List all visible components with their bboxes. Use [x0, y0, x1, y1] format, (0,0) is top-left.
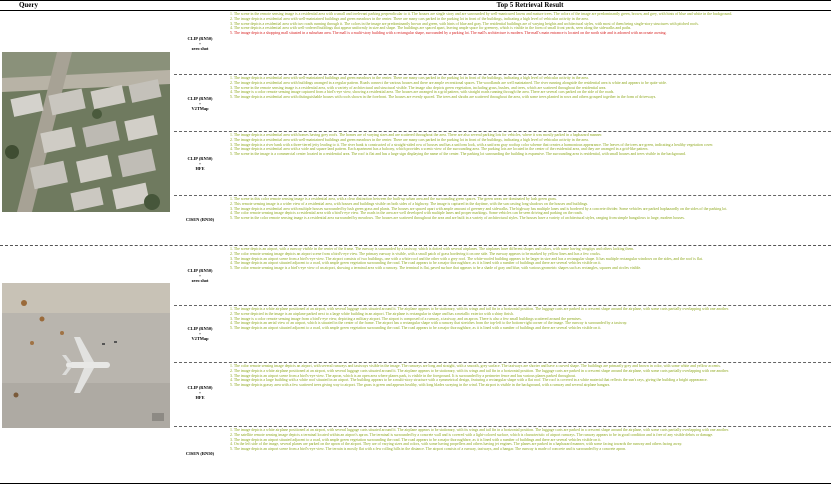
caption-item: 1. The image depicts a residential area with homes having grey roofs. The homes are of varying sizes and are scattered throughout the area. There are also several parking lots for vehicles, where it was mostly parked in a haphazard manner. [230, 133, 603, 137]
method-label [174, 451, 226, 456]
caption-item: 4. The image depicts an aerial view of an airport, which is situated in the center of the frame. The airport has a rectangular shape with a runway that stretches from the top-left to the bottom-right corner of the image. The runway is surrounded by a taxiway. [230, 321, 628, 326]
caption-item: 2. The image depicts a residential area with well-maintained buildings and green meadows in the center. There are many cars parked in the parking lot in front of the buildings, indicating a high level of vehicular activity in the area. [230, 137, 589, 142]
caption-item: 4. The image depicts a residential area with a wide and square land pattern. Each apartment has a balcony, which provides a scenic view of the surrounding area. The parking lots are located in the center of the residential area, and they are arranged in a grid-like pattern. [230, 147, 649, 152]
group-divider [174, 305, 831, 306]
caption-item: 2. The image depicts a residential area with buildings arranged in a regular pattern. Roads connect the various houses and there are ample recreational spaces. The woodlands are well maintained. The river running alongside the residential area is white and appears to be quite wide. [230, 80, 667, 85]
method-plus: + [198, 101, 202, 107]
caption-item: 3. The image depicts an airport scene from a bird's-eye view. The apron, which is an open area where planes park, is visible in the foreground. It is surrounded by a perimeter fence and has various planes parked throughout. [230, 373, 577, 378]
caption-item: 5. The scene in the color remote sensing image is a residential area surrounded by meadows. The houses are scattered throughout the area and are built in a variety of architectural styles. The houses have a variety of architectural styles, ranging from simple bungalows to large, modern houses. [230, 216, 685, 220]
caption-item: 2. The scene depicted in the image is an airplane parked next to a large white building in an airport. The airplane is rectangular in shape and has a metallic exterior with a shiny finish. [230, 311, 514, 316]
caption-item: 4. The image depicts a large building with a white roof situated in an airport. The building appears to be a multi-story structure with a symmetrical design, featuring a rectangular shape with a flat roof. The roof is covered in a white material that reflects the sun's rays, giving the building a bright appearance. [230, 378, 708, 383]
method-variant: HFE [195, 166, 205, 172]
method-name: CLIP (RN50) [187, 156, 213, 161]
caption-item: 2. The image depicts a residential area with well-maintained buildings and green meadows in the center. There are many cars parked in the parking lot in front of the buildings, indicating a high level of vehicular activity in the area. [230, 16, 589, 21]
caption-item: 2. The satellite remote sensing image depicts a terminal located within an airport's apron. The terminal is surrounded by a concrete wall and is covered with a light-colored surface, which is characteristic of airport runways. The runway appears to be in good condition and is free of any visible debris or damage. [230, 432, 714, 437]
group-divider [174, 131, 831, 132]
caption-item: 5. The scene in the image is a commercial center located in a residential area. The roof is flat and has a large sign displaying the name of the center. The parking lot surrounding the building is expansive. The surrounding area is residential, with small houses and trees visible in the background. [230, 152, 686, 156]
caption-item: 5. The image depicts a residential area with distinguishable houses with roofs shown in the forefront. The houses are evenly spaced. The trees and shrubs are scattered throughout the area, with some trees planted in rows and others grouped together in the form of driveways. [230, 95, 657, 99]
method-name: CLIP (RN50) [187, 36, 213, 41]
method-plus: + [198, 273, 202, 279]
caption-item: 1. The image depicts a white airplane positioned at an airport, with several luggage carts situated around it. The airplane appears to be stationary, with its wings and tail fin in a horizontal position. The luggage carts are parked in a crescent shape around the airplane, with some carts partially overlapping with one another. [230, 307, 729, 311]
top-rule [0, 0, 831, 1]
method-variant: zero shot [191, 278, 209, 284]
method-label [174, 268, 226, 284]
query-image-residential [2, 52, 170, 212]
caption-list [230, 76, 828, 130]
caption-list [230, 364, 828, 424]
caption-item: 2. The color remote sensing image depicts an airport scene from a bird's-eye view. The primary runway is visible, with a small patch of grass bordering it on one side. The runway appears to be marked by yellow lines and has a few cracks. [230, 251, 601, 256]
caption-item: 4. The color remote sensing image depicts a residential area with a bird's-eye view. The roads in the area are well developed with multiple lanes and proper markings. Some vehicles can be seen driving and parking on the roads. [230, 211, 583, 216]
method-name: CLIP (RN50) [187, 268, 213, 273]
method-variant: zero shot [191, 46, 209, 52]
group-divider [174, 426, 831, 427]
caption-list [230, 307, 828, 361]
caption-item-wrong: 5. The image depicts a shopping mall situated in a suburban area. The mall is a multi-story building with a rectangular shape, surrounded by a parking lot. The mall's architecture is modern. The mall's main entrance is located on the north side and is adorned with an ornate awning. [230, 31, 667, 35]
caption-item: 5. The color remote sensing image is a bird's-eye view of an airport, showing a terminal area with a runway. The terminal is flat, paved surface that appears to be a shade of gray and blue, with various geometric shapes such as rectangles, squares and circles visible. [230, 266, 642, 270]
caption-list [230, 428, 828, 482]
caption-item: 4. The image is a color remote sensing image captured from a bird's-eye view, showing a residential area. The houses are arranged in a grid pattern, with straight roads running through the area. There are several cars parked on the side of the roads. [230, 90, 615, 95]
caption-item: 3. The image depicts an airport situated adjacent to a road, with ample green vegetation surrounding the road. The road appears to be a major thoroughfare, as it is lined with a number of buildings and there are several vehicles visible on it. [230, 437, 602, 442]
caption-item: 3. The image depicts an airport scene from a bird's-eye view. The airport consists of two buildings, one with a white roof and the other with a grey roof. The white-roofed building appears to be larger in size and has a rectangular shape. It has multiple rectangular windows on the sides, and the roof is flat. [230, 256, 703, 261]
caption-list [230, 12, 828, 72]
section-divider [0, 245, 831, 246]
query-column-header: Query [18, 1, 39, 9]
result-column-header: Top 5 Retrieval Result [496, 1, 564, 9]
method-label [174, 156, 226, 172]
caption-item: 1. The scene in this color remote sensing image is a residential area, with a clear distinction between the built-up urban area and the surrounding green spaces. The green areas are dominated by lush green grass. [230, 197, 557, 201]
caption-item: 5. The image depicts an airport scene from a bird's-eye view. The terrain is mostly flat with a few rolling hills in the distance. The airport consists of a runway, taxiways, and a hangar. The runway is made of concrete and is surrounded by a concrete apron. [230, 447, 627, 451]
method-label [174, 217, 226, 222]
caption-item: 2. The image depicts a white airplane positioned at an airport, with several luggage carts situated around it. The airplane appears to be stationary, with its wings and tail fin in a horizontal position. The luggage carts are parked in a crescent shape around the airplane, with some carts partially overlapping with one another. [230, 368, 729, 373]
caption-item: 3. The image depicts a river bank with a three-tiered jetty leading to it. The river bank is constructed of a straight-sided row of houses and has a uniform look, with a uniform gray rooftop color scheme that creates a harmonious appearance. The leaves of the trees are green, indicating a healthy vegetation cover. [230, 142, 714, 147]
method-variant: V2TMap [191, 336, 209, 342]
method-variant: V2TMap [191, 106, 209, 112]
caption-item: 1. The scene in the remote sensing image is a residential area with a small and irrelevant parking perpendicular to it. The houses are single story and are surrounded by well-manicured lawns and mature trees. The colors of the image are predominantly green, brown, and grey, with hints of blue and white in the background. [230, 12, 733, 16]
method-name: CLIP (RN50) [187, 326, 213, 331]
caption-item: 3. The scene depicts a residential area with two roads running through it. The colors in the image are predominantly brown and green, with hints of blue and gray. The residential buildings are of varying heights and architectural styles, with most of them being single-story structures with pitched roofs. [230, 21, 699, 26]
method-name: CISEN (RN50) [185, 217, 215, 222]
caption-item: 5. The image depicts grassy area with a few scattered trees giving way to airport. The grass is green and appears healthy, with long blades swaying in the wind. The airport is visible in the background, with a runway and several airplane hangars. [230, 383, 611, 387]
caption-list [230, 133, 828, 193]
method-plus: + [198, 41, 202, 47]
method-label [174, 385, 226, 401]
caption-item: 3. The image is a color remote sensing image from a bird's-eye view, depicting a military airport. The airport is composed of a runway, a taxiway, and an apron. There is also a few small buildings scattered around the premises. [230, 316, 582, 321]
caption-item: 2. This remote sensing image is a wider view of a residential area, with houses and buildings visible on both sides of a highway. The image is captured in the daytime, with the sun casting long shadows on the houses and buildings. [230, 201, 589, 206]
caption-item: 3. The scene in the remote sensing image is a residential area, with a variety of architectural and structural visible. The image also depicts green vegetation, including grass, bushes, and trees, which are scattered throughout the residential area. [230, 85, 607, 90]
caption-item: 1. The color remote sensing image depicts an airport, with several runways and taxiways visible in the image. The runways are long and straight, with a smooth, grey surface. The taxiways are shorter and have a curved shape. The buildings are primarily grey and brown in color, with some white and yellow accents. [230, 364, 721, 368]
caption-item: 1. The image depicts a residential area with well-maintained buildings and green meadows in the center. There are many cars parked in the parking lot in front of the buildings, indicating a high level of vehicular activity in the area. [230, 76, 589, 80]
query-image-airport [2, 283, 170, 428]
method-name: CLIP (RN50) [187, 96, 213, 101]
caption-item: 1. The scene depicts an airport, with a runway visible in the center of the frame. The runway is surrounded by a taxiway, which is dotted with several airplanes. The airplanes have different shapes and colors, with some having wingtips and others lacking them. [230, 247, 635, 251]
caption-list [230, 247, 828, 303]
caption-item: 4. On the left side of the image, several planes are parked on the apron of the airport. They are of varying sizes and colors, with some having propellers and others having jet engines. The planes are parked in a haphazard manner, with some facing towards the runway and others facing away. [230, 442, 683, 447]
caption-list [230, 197, 828, 244]
caption-item: 4. The image depicts an airport situated adjacent to a road, with ample green vegetation surrounding the road. The road appears to be a major thoroughfare, as it is lined with a number of buildings and there are several vehicles visible on it. [230, 261, 602, 266]
method-plus: + [198, 331, 202, 337]
caption-item: 1. The image depicts a white airplane positioned at an airport, with several luggage carts situated around it. The airplane appears to be stationary, with its wings and tail fin in a horizontal position. The luggage carts are parked in a crescent shape around the airplane, with some carts partially overlapping with one another. [230, 428, 729, 432]
method-name: CISEN (RN50) [185, 451, 215, 456]
method-label [174, 326, 226, 342]
method-label [174, 36, 226, 52]
header-rule [0, 10, 831, 11]
caption-item: 5. The image depicts an airport situated adjacent to a road, with ample green vegetation surrounding the road. The road appears to be a major thoroughfare, as it is lined with a number of buildings and there are several vehicles visible on it. [230, 326, 602, 330]
group-divider [174, 195, 831, 196]
method-plus: + [198, 161, 202, 167]
method-plus: + [198, 390, 202, 396]
method-label [174, 96, 226, 112]
method-variant: HFE [195, 395, 205, 401]
caption-item: 4. The scene depicts a residential area with well-ordered buildings that appear uniformly in size and shape. The buildings are spaced apart, leaving ample space for greenery, which is visible in the form of small front yards, seen along the sidewalks and paths. [230, 26, 632, 31]
group-divider [174, 362, 831, 363]
method-name: CLIP (RN50) [187, 385, 213, 390]
group-divider [174, 74, 831, 75]
caption-item: 3. The image depicts a residential area with multiple houses surrounded by lush green grass and plants. The houses are spaced apart with ample amount of greenery and sidewalks. The highway has multiple lanes and is bordered by a concrete divider. Some vehicles are parked haphazardly on the sides of the parking lot. [230, 206, 728, 211]
